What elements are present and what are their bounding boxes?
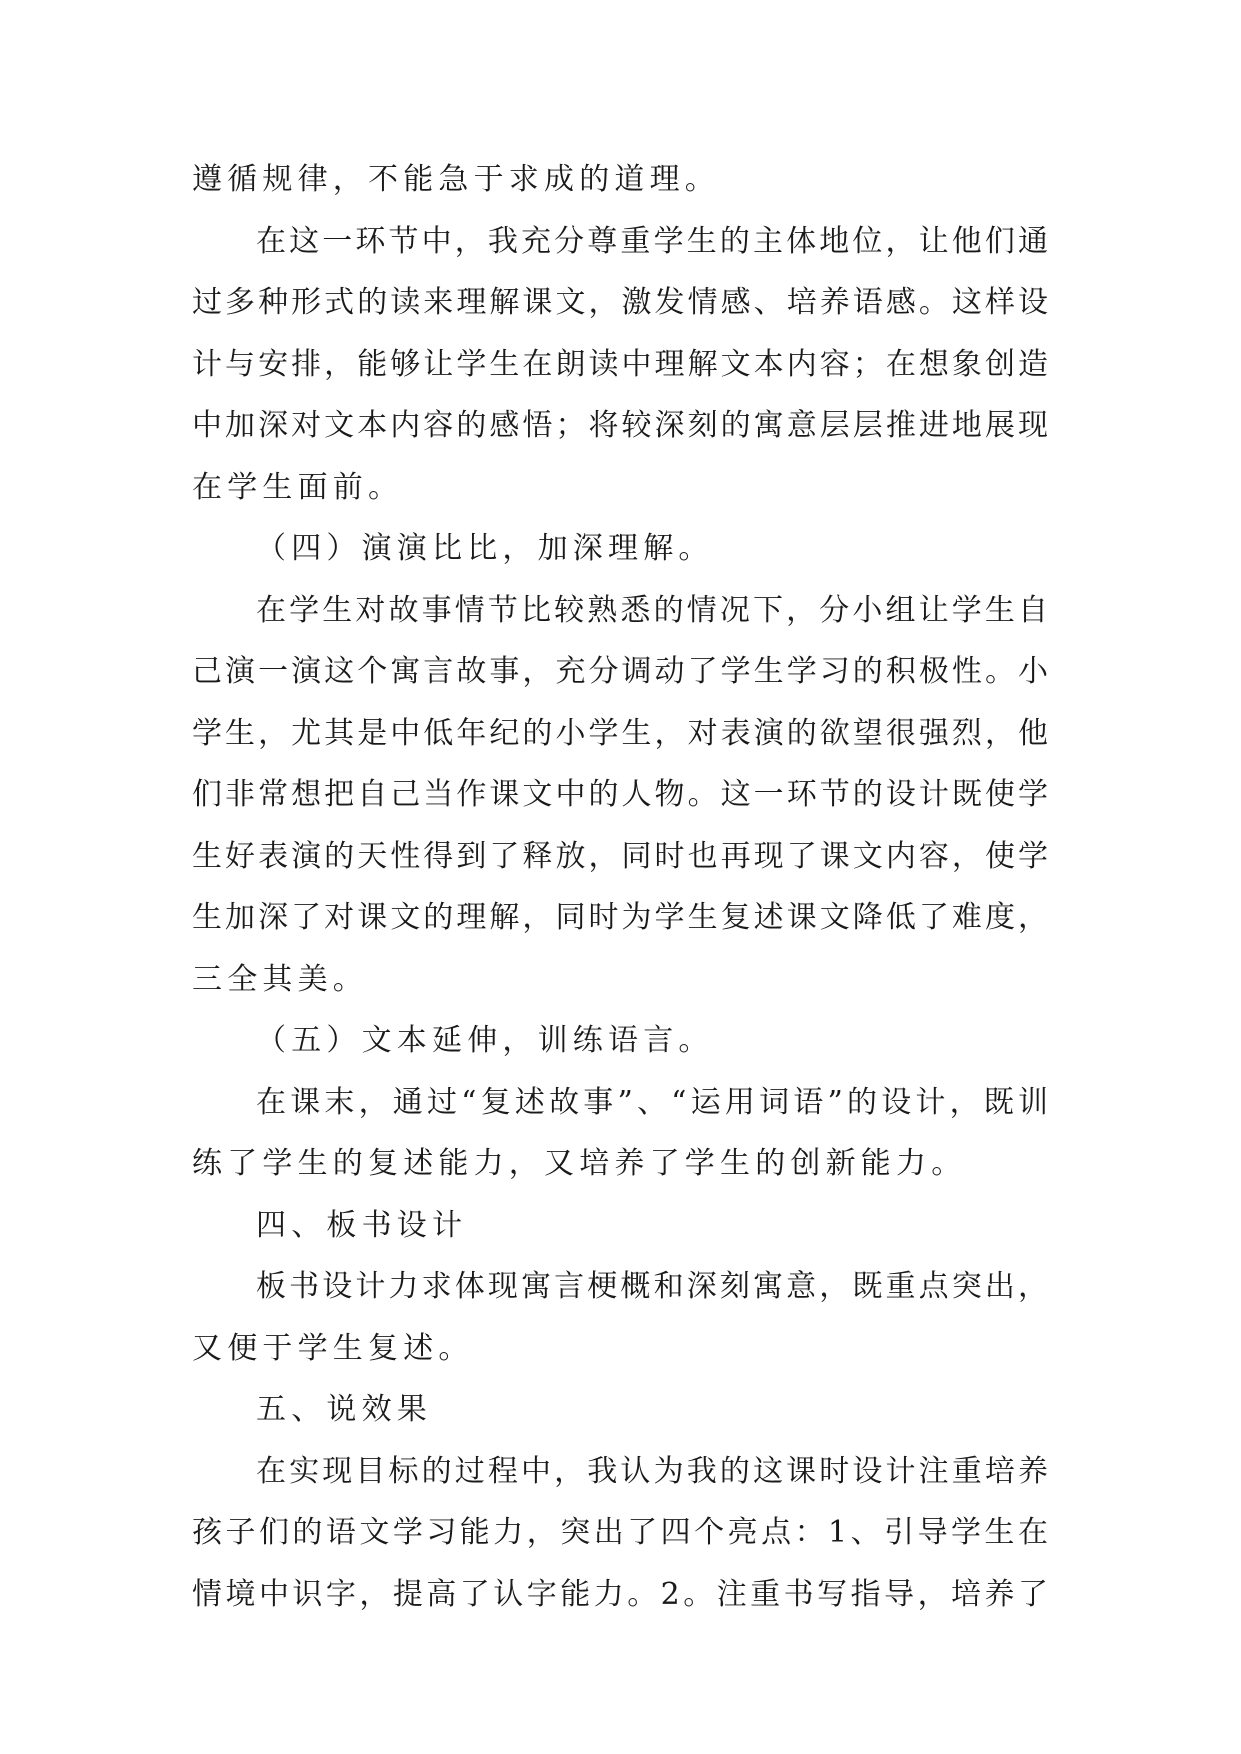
section-heading: （五）文本延伸，训练语言。 (256, 1023, 714, 1058)
paragraph-first-line: 在学生对故事情节比较熟悉的情况下，分小组让学生自 (256, 592, 1048, 628)
text-line: 中加深对文本内容的感悟；将较深刻的寓意层层推进地展现 (192, 408, 1048, 443)
text-line: 学生，尤其是中低年纪的小学生，对表演的欲望很强烈，他 (192, 715, 1048, 751)
text-line: 们非常想把自己当作课文中的人物。这一环节的设计既使学 (192, 777, 1048, 812)
document-body (192, 159, 1048, 1635)
paragraph-first-line: 在课末，通过“复述故事”、“运用词语”的设计，既训 (256, 1084, 1048, 1120)
text-line: 在学生面前。 (192, 469, 404, 505)
text-line: 又便于学生复述。 (192, 1330, 474, 1366)
paragraph-first-line: 板书设计力求体现寓言梗概和深刻寓意，既重点突出， (256, 1269, 1048, 1304)
text-line: 生好表演的天性得到了释放，同时也再现了课文内容，使学 (192, 838, 1048, 874)
paragraph-first-line: 在这一环节中，我充分尊重学生的主体地位，让他们通 (256, 223, 1048, 259)
text-line: 情境中识字，提高了认字能力。2。注重书写指导，培养了 (192, 1576, 1048, 1612)
text-line: 计与安排，能够让学生在朗读中理解文本内容；在想象创造 (192, 346, 1048, 382)
text-line: 三全其美。 (192, 961, 368, 997)
section-heading: 五、说效果 (256, 1392, 432, 1427)
section-heading: （四）演演比比，加深理解。 (256, 531, 714, 566)
text-line: 己演一演这个寓言故事，充分调动了学生学习的积极性。小 (192, 654, 1048, 689)
text-line: 生加深了对课文的理解，同时为学生复述课文降低了难度， (192, 900, 1048, 935)
text-line: 孩子们的语文学习能力，突出了四个亮点：1、引导学生在 (192, 1515, 1048, 1550)
text-line: 遵循规律，不能急于求成的道理。 (192, 162, 720, 197)
text-line: 练了学生的复述能力，又培养了学生的创新能力。 (192, 1146, 967, 1181)
paragraph-first-line: 在实现目标的过程中，我认为我的这课时设计注重培养 (256, 1453, 1048, 1489)
section-heading: 四、板书设计 (256, 1207, 468, 1243)
text-line: 过多种形式的读来理解课文，激发情感、培养语感。这样设 (192, 285, 1048, 320)
